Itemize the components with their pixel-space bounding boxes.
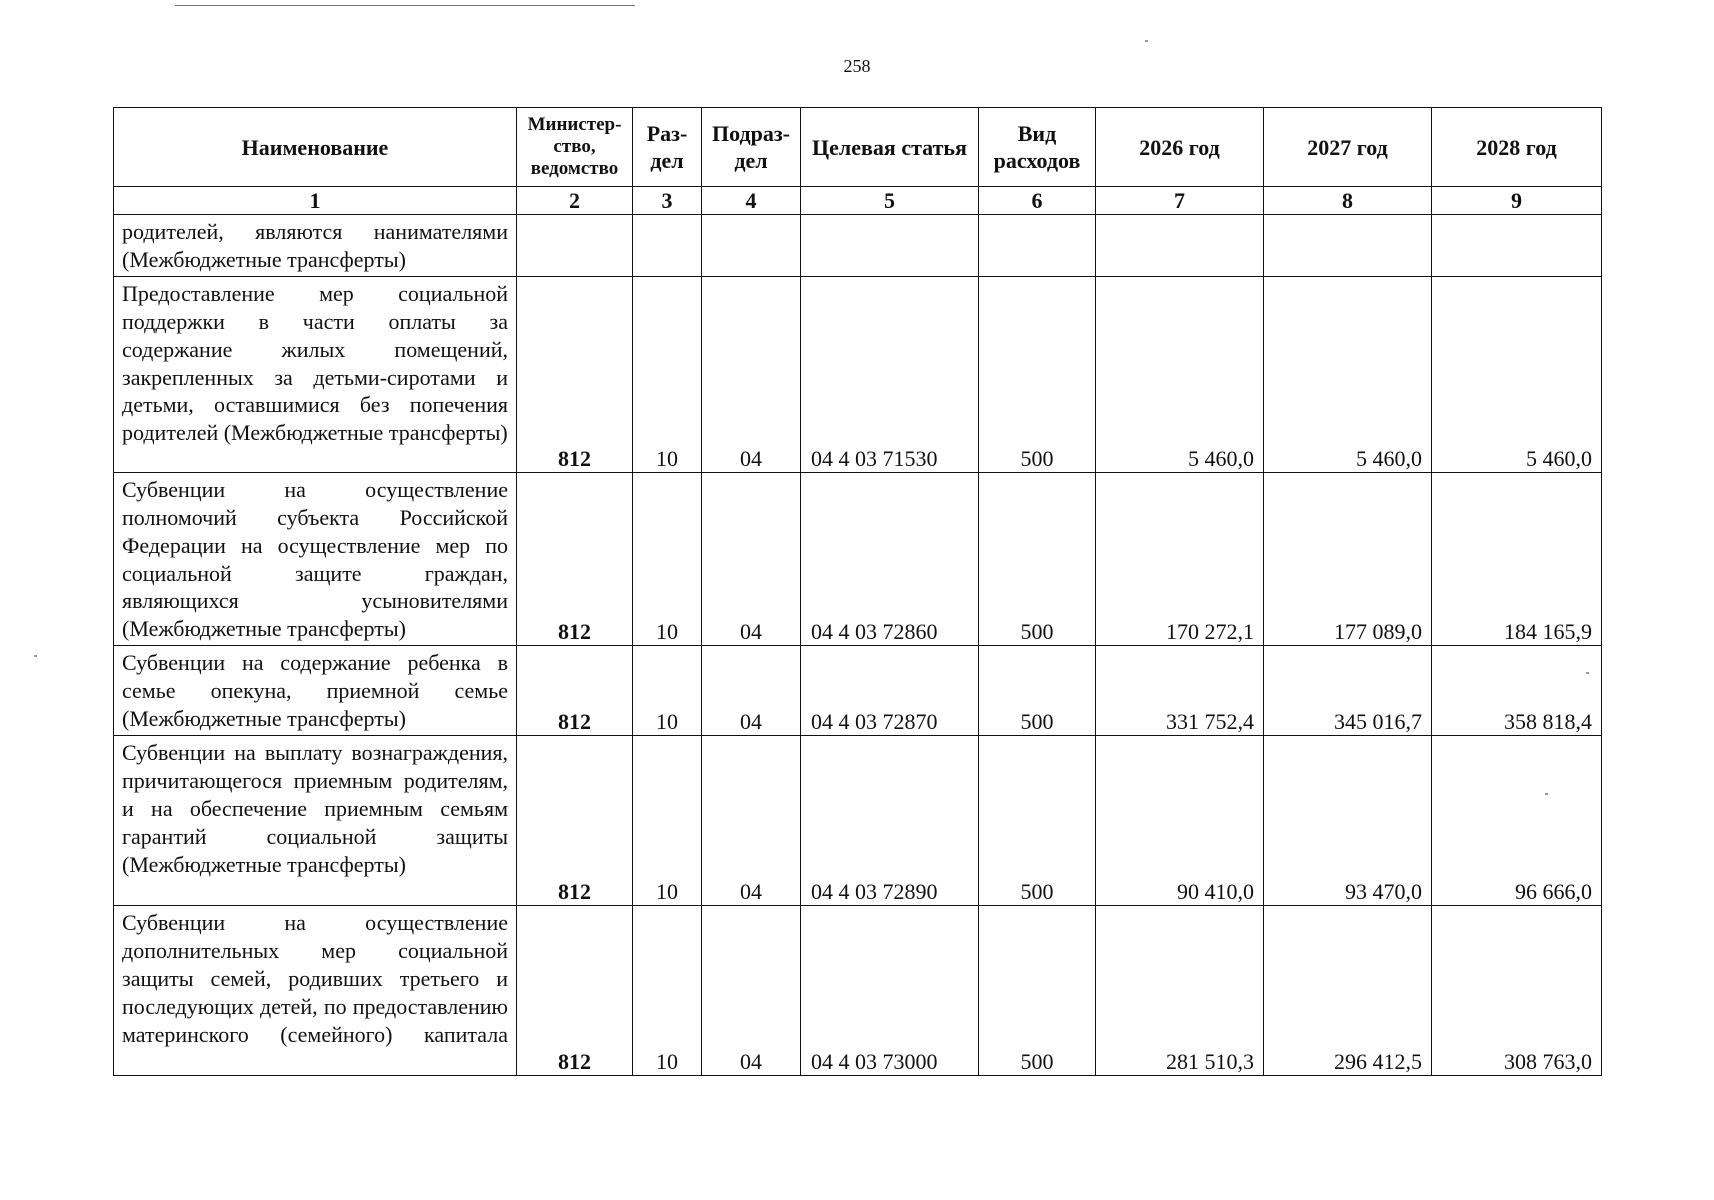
row-type: 500 bbox=[979, 646, 1096, 736]
header-ministry: Министер-ство, ведомство bbox=[517, 108, 633, 187]
row-2028: 96 666,0 bbox=[1432, 735, 1602, 905]
row-target: 04 4 03 71530 bbox=[801, 276, 979, 472]
row-2027: 93 470,0 bbox=[1264, 735, 1432, 905]
header-section: Раз-дел bbox=[633, 108, 702, 187]
row-name: Предоставление мер социальной поддержки в части оплаты за содержание жилых помещений, закрепленных за детьми-сиротами и детьми, оставшимися без попечения родителей (Межбюджетные трансферты) bbox=[114, 276, 517, 472]
top-rule bbox=[175, 5, 635, 6]
row-ministry: 812 bbox=[517, 735, 633, 905]
row-2027 bbox=[1264, 215, 1432, 277]
row-subsection: 04 bbox=[702, 646, 801, 736]
row-section: 10 bbox=[633, 735, 702, 905]
row-name: Субвенции на осуществление дополнительных мер социальной защиты семей, родивших третьего и последующих детей, по предоставлению материнского (семейного) капитала bbox=[114, 905, 517, 1075]
row-2027: 5 460,0 bbox=[1264, 276, 1432, 472]
row-type bbox=[979, 215, 1096, 277]
table-row bbox=[114, 215, 1602, 277]
column-number: 1 bbox=[114, 187, 517, 215]
row-name: Субвенции на выплату вознаграждения, причитающегося приемным родителям, и на обеспечение приемным семьям гарантий социальной защиты (Межбюджетные трансферты) bbox=[114, 735, 517, 905]
table-row bbox=[114, 905, 1602, 1075]
table-row bbox=[114, 276, 1602, 472]
row-ministry: 812 bbox=[517, 646, 633, 736]
row-2027: 177 089,0 bbox=[1264, 472, 1432, 645]
row-name: родителей, являются нанимателями (Межбюджетные трансферты) bbox=[114, 215, 517, 277]
header-row bbox=[114, 108, 1602, 187]
header-2026: 2026 год bbox=[1096, 108, 1264, 187]
header-type: Вид расходов bbox=[979, 108, 1096, 187]
scan-speck bbox=[1545, 793, 1548, 795]
table-row bbox=[114, 472, 1602, 645]
row-2026: 170 272,1 bbox=[1096, 472, 1264, 645]
row-section: 10 bbox=[633, 646, 702, 736]
column-number-row bbox=[114, 187, 1602, 215]
row-subsection bbox=[702, 215, 801, 277]
row-2028 bbox=[1432, 215, 1602, 277]
row-target bbox=[801, 215, 979, 277]
row-2028: 184 165,9 bbox=[1432, 472, 1602, 645]
row-ministry: 812 bbox=[517, 276, 633, 472]
column-number: 4 bbox=[702, 187, 801, 215]
row-target: 04 4 03 72890 bbox=[801, 735, 979, 905]
page-number: 258 bbox=[843, 56, 871, 76]
header-subsection: Подраз-дел bbox=[702, 108, 801, 187]
row-type: 500 bbox=[979, 472, 1096, 645]
column-number: 3 bbox=[633, 187, 702, 215]
column-number: 2 bbox=[517, 187, 633, 215]
header-2027: 2027 год bbox=[1264, 108, 1432, 187]
row-2026: 281 510,3 bbox=[1096, 905, 1264, 1075]
row-2027: 345 016,7 bbox=[1264, 646, 1432, 736]
column-number: 7 bbox=[1096, 187, 1264, 215]
table-row bbox=[114, 646, 1602, 736]
row-section bbox=[633, 215, 702, 277]
row-2026: 5 460,0 bbox=[1096, 276, 1264, 472]
row-2026 bbox=[1096, 215, 1264, 277]
row-subsection: 04 bbox=[702, 905, 801, 1075]
row-2028: 308 763,0 bbox=[1432, 905, 1602, 1075]
column-number: 5 bbox=[801, 187, 979, 215]
row-2028: 358 818,4 bbox=[1432, 646, 1602, 736]
scan-speck bbox=[1586, 672, 1589, 674]
row-ministry: 812 bbox=[517, 472, 633, 645]
row-type: 500 bbox=[979, 905, 1096, 1075]
scan-speck bbox=[34, 655, 37, 657]
row-target: 04 4 03 73000 bbox=[801, 905, 979, 1075]
row-2026: 331 752,4 bbox=[1096, 646, 1264, 736]
row-section: 10 bbox=[633, 472, 702, 645]
row-target: 04 4 03 72870 bbox=[801, 646, 979, 736]
header-2028: 2028 год bbox=[1432, 108, 1602, 187]
row-type: 500 bbox=[979, 276, 1096, 472]
row-section: 10 bbox=[633, 276, 702, 472]
row-2027: 296 412,5 bbox=[1264, 905, 1432, 1075]
table-row bbox=[114, 735, 1602, 905]
budget-table bbox=[113, 107, 1602, 1076]
row-subsection: 04 bbox=[702, 472, 801, 645]
row-2028: 5 460,0 bbox=[1432, 276, 1602, 472]
row-ministry: 812 bbox=[517, 905, 633, 1075]
row-subsection: 04 bbox=[702, 276, 801, 472]
row-name: Субвенции на содержание ребенка в семье опекуна, приемной семье (Межбюджетные трансферты) bbox=[114, 646, 517, 736]
header-name: Наименование bbox=[114, 108, 517, 187]
column-number: 9 bbox=[1432, 187, 1602, 215]
row-subsection: 04 bbox=[702, 735, 801, 905]
row-ministry bbox=[517, 215, 633, 277]
header-target: Целевая статья bbox=[801, 108, 979, 187]
row-target: 04 4 03 72860 bbox=[801, 472, 979, 645]
column-number: 6 bbox=[979, 187, 1096, 215]
row-type: 500 bbox=[979, 735, 1096, 905]
row-section: 10 bbox=[633, 905, 702, 1075]
scan-speck bbox=[1145, 40, 1148, 42]
row-2026: 90 410,0 bbox=[1096, 735, 1264, 905]
row-name: Субвенции на осуществление полномочий субъекта Российской Федерации на осуществление мер по социальной защите граждан, являющихся усыновителями (Межбюджетные трансферты) bbox=[114, 472, 517, 645]
column-number: 8 bbox=[1264, 187, 1432, 215]
